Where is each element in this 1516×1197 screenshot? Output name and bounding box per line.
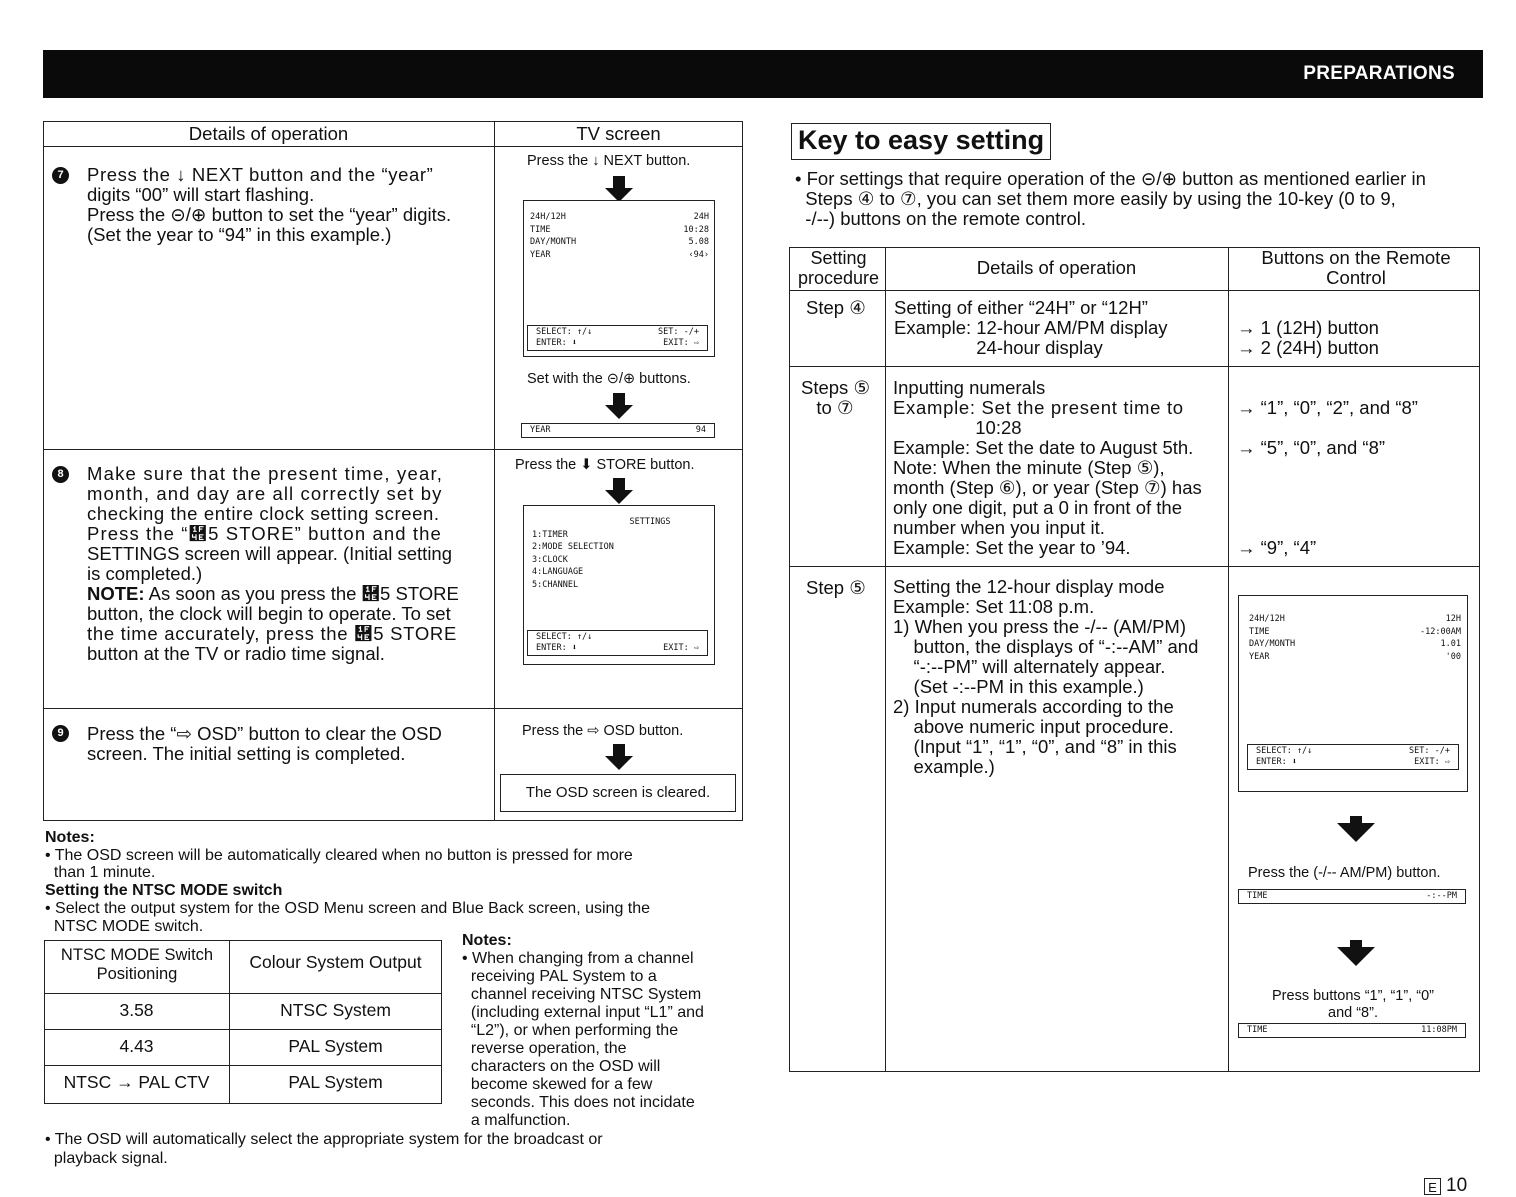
notes-section: Notes: • The OSD screen will be automatically cleared when no button is pressed for more than 1 minute. Setting the NTSC MODE switch • Select the output system for the OSD Menu screen and Blue Back screen, using the NTSC MODE switch. xyxy=(45,829,651,935)
down-arrow-icon xyxy=(605,490,633,504)
key-r1-details: Setting of either “24H” or “12H” Example: 12-hour AM/PM display 24-hour display xyxy=(894,297,1168,358)
tv8-settings-screen: SETTINGS 1:TIMER 2:MODE SELECTION 3:CLOCK 4:LANGUAGE 5:CHANNEL SELECT: ↑/↓ ENTER: ⬇ EXIT: ⇨ xyxy=(523,505,715,665)
ntsc-header-1: NTSC MODE Switch Positioning xyxy=(60,946,214,983)
tv9-cleared-box: The OSD screen is cleared. xyxy=(500,774,736,812)
key-r2-buttons: → “1”, “0”, “2”, and “8” → “5”, “0”, and “8” → “9”, “4” xyxy=(1237,397,1418,558)
tv9-caption: Press the ⇨ OSD button. xyxy=(522,723,684,739)
key-r1-step: Step ④ xyxy=(806,297,866,318)
col-tv-title: TV screen xyxy=(576,123,661,144)
step-9-badge: 9 xyxy=(52,725,69,742)
key-tv-caption-2: Press buttons “1”, “1”, “0” and “8”. xyxy=(1272,988,1434,1021)
tv7-caption-2: Set with the ⊝/⊕ buttons. xyxy=(527,371,691,387)
ntsc-row-1-out: NTSC System xyxy=(280,1000,391,1020)
tv8-caption: Press the ⬇ STORE button. xyxy=(515,457,695,473)
key-tv-clock-screen: 24H/12H 12H TIME -12:00AM DAY/MONTH 1.01 YEAR '00 SELECT: ↑/↓ SET: -/+ ENTER: ⬇ EXIT: ⇨ xyxy=(1238,595,1468,792)
step-7-text: Press the ↓ NEXT button and the “year” digits “00” will start flashing. Press the ⊝/⊕ button to set the “year” digits. (Set the year to “94” in this example.) xyxy=(87,164,452,245)
col-details-title: Details of operation xyxy=(188,123,349,144)
tv7-caption-1: Press the ↓ NEXT button. xyxy=(527,153,691,169)
step-7-badge: 7 xyxy=(52,167,69,184)
ntsc-row-3-pos: NTSC → PAL CTV xyxy=(63,1072,210,1092)
section-header xyxy=(43,50,1483,98)
side-notes: Notes: • When changing from a channel receiving PAL System to a channel receiving NTSC System (including external input “L1” and “L2”), or when performing the reverse operation, the characters on the OSD will become skewed for a few seconds. This does not incidate a malfunction. xyxy=(462,932,704,1129)
down-arrow-icon xyxy=(605,405,633,419)
key-r2-details: Inputting numerals Example: Set the present time to 10:28 Example: Set the date to August 5th. Note: When the minute (Step ⑤), month (Step ⑥), or year (Step ⑦) has only one digit, put a 0 in front of the number when you input it. Example: Set the year to ’94. xyxy=(893,377,1202,558)
tv7-clock-screen: 24H/12H 24H TIME 10:28 DAY/MONTH 5.08 YEAR ‹94› SELECT: ↑/↓ SET: -/+ ENTER: ⬇ EXIT: ⇨ xyxy=(523,200,715,357)
tv7-year-bar: YEAR 94 xyxy=(521,423,715,438)
step-9-text: Press the “⇨ OSD” button to clear the OSD screen. The initial setting is completed. xyxy=(87,723,442,764)
ntsc-row-2-out: PAL System xyxy=(288,1036,383,1056)
down-arrow-icon xyxy=(605,756,633,770)
ntsc-row-2-pos: 4.43 xyxy=(119,1036,154,1056)
key-r3-details: Setting the 12-hour display mode Example: Set 11:08 p.m. 1) When you press the -/-- (AM/PM) button, the displays of “-:--AM” and “-:--PM” will alternately appear. (Set -:--PM in this example.) 2) Input numerals according to the above numeric input procedure. (Input “1”, “1”, “0”, and “8” in this example.) xyxy=(893,576,1199,777)
key-r1-buttons: → 1 (12H) button → 2 (24H) button xyxy=(1237,317,1379,358)
key-header-3: Buttons on the Remote Control xyxy=(1261,247,1451,288)
step-8-badge: 8 xyxy=(52,466,69,483)
key-intro: • For settings that require operation of the ⊝/⊕ button as mentioned earlier in Steps ④ to ⑦, you can set them more easily by using the 10-key (0 to 9, -/--) buttons on the remote control. xyxy=(795,168,1426,229)
down-arrow-icon xyxy=(1337,947,1375,966)
ntsc-header-2: Colour System Output xyxy=(249,952,422,972)
step-8-text: Make sure that the present time, year, month, and day are all correctly set by checking the entire clock setting screen. Press the “὎5 STORE” button and the SETTINGS screen will appear. (Initial setting is completed.) NOTE: As soon as you press the ὎5 STORE button, the clock will begin to operate. To set the time accurately, press the ὎5 STORE button at the TV or radio time signal. xyxy=(87,463,459,664)
key-r2-step: Steps ⑤ to ⑦ xyxy=(801,377,871,418)
down-arrow-icon xyxy=(1337,823,1375,842)
ntsc-row-3-out: PAL System xyxy=(288,1072,383,1092)
key-header-1: Setting procedure xyxy=(797,248,880,288)
page-letter-box: E xyxy=(1424,1178,1441,1195)
key-tv-time-bar-2: TIME 11:08PM xyxy=(1238,1023,1466,1038)
key-header-2: Details of operation xyxy=(976,257,1137,278)
ntsc-row-1-pos: 3.58 xyxy=(119,1000,154,1020)
last-note: • The OSD will automatically select the appropriate system for the broadcast or playback signal. xyxy=(45,1131,603,1167)
key-tv-time-bar-1: TIME -:--PM xyxy=(1238,889,1466,904)
key-title: Key to easy setting xyxy=(791,123,1051,160)
key-tv-caption-1: Press the (-/-- AM/PM) button. xyxy=(1248,865,1441,881)
header-label: PREPARATIONS xyxy=(1303,63,1455,84)
page-number: 10 xyxy=(1446,1175,1468,1196)
key-r3-step: Step ⑤ xyxy=(806,577,866,598)
